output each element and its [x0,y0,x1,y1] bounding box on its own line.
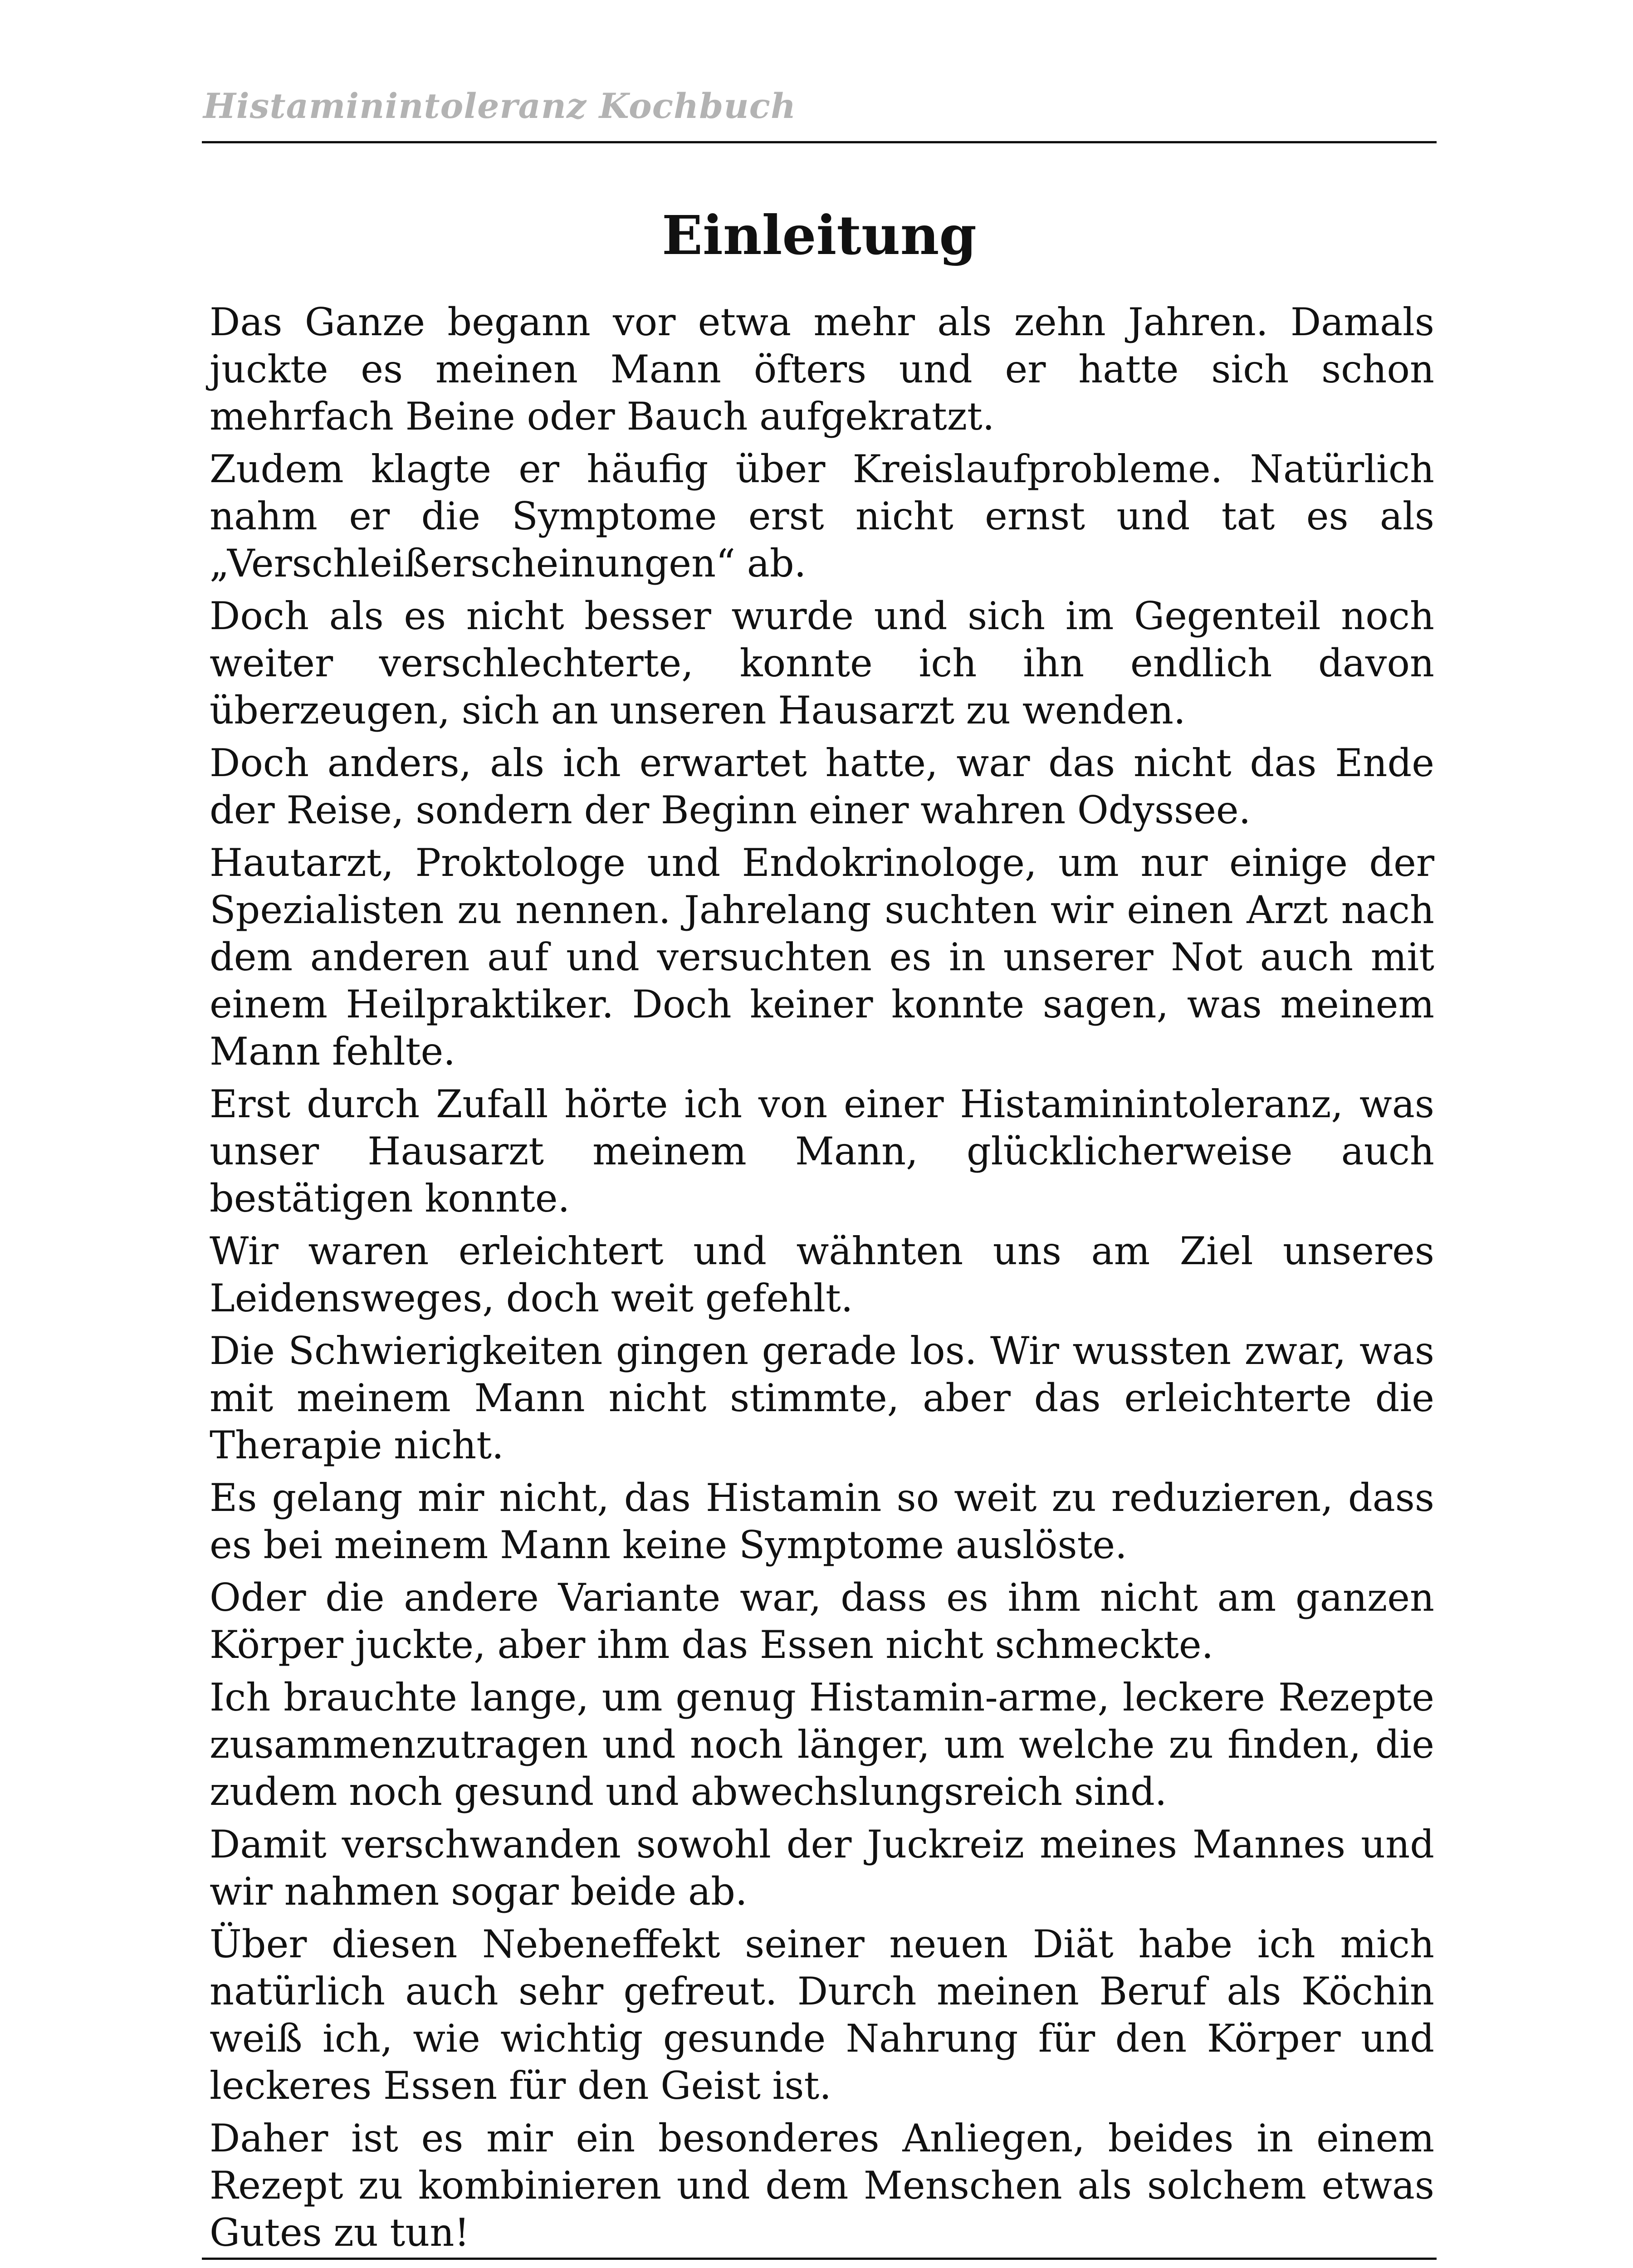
paragraph: Die Schwierigkeiten gingen gerade los. Wir wussten zwar, was mit meinem Mann nicht stimmte, aber das erleichterte die Therapie nicht. [210,1329,1434,1467]
paragraph: Über diesen Nebeneffekt seiner neuen Diät habe ich mich natürlich auch sehr gefreut. Durch meinen Beruf als Köchin weiß ich, wie wichtig gesunde Nahrung für den Körper und leckeres Essen für den Geist ist. [210,1922,1434,2108]
paragraph: Daher ist es mir ein besonderes Anliegen, beides in einem Rezept zu kombinieren und dem Menschen als solchem etwas Gutes zu tun! [210,2116,1434,2255]
paragraph: Erst durch Zufall hörte ich von einer Histaminintoleranz, was unser Hausarzt meinem Mann, glücklicherweise auch bestätigen konnte. [210,1082,1434,1221]
paragraph: Hautarzt, Proktologe und Endokrinologe, um nur einige der Spezialisten zu nennen. Jahrelang suchten wir einen Arzt nach dem anderen auf und versuchten es in unserer Not auch mit einem Heilpraktiker. Doch keiner konnte sagen, was meinem Mann fehlte. [210,841,1434,1074]
header-divider [202,141,1437,143]
running-header-title: Histaminintoleranz Kochbuch [203,86,797,126]
paragraph: Es gelang mir nicht, das Histamin so weit zu reduzieren, dass es bei meinem Mann keine Symptome auslöste. [210,1476,1434,1567]
chapter-body [210,298,1434,2262]
footer-divider [202,2258,1437,2260]
paragraph: Zudem klagte er häufig über Kreislaufprobleme. Natürlich nahm er die Symptome erst nicht ernst und tat es als „Verschleißerscheinungen“ ab. [210,447,1434,586]
paragraph: Doch anders, als ich erwartet hatte, war das nicht das Ende der Reise, sondern der Beginn einer wahren Odyssee. [210,741,1434,832]
paragraph: Oder die andere Variante war, dass es ihm nicht am ganzen Körper juckte, aber ihm das Essen nicht schmeckte. [210,1575,1434,1667]
paragraph: Ich brauchte lange, um genug Histamin-arme, leckere Rezepte zusammenzutragen und noch länger, um welche zu finden, die zudem noch gesund und abwechslungsreich sind. [210,1675,1434,1814]
paragraph: Wir waren erleichtert und wähnten uns am Ziel unseres Leidensweges, doch weit gefehlt. [210,1229,1434,1320]
paragraph: Damit verschwanden sowohl der Juckreiz meines Mannes und wir nahmen sogar beide ab. [210,1822,1434,1914]
chapter-title: Einleitung [662,204,977,267]
paragraph: Doch als es nicht besser wurde und sich im Gegenteil noch weiter verschlechterte, konnte ich ihn endlich davon überzeugen, sich an unseren Hausarzt zu wenden. [210,594,1434,733]
paragraph: Das Ganze begann vor etwa mehr als zehn Jahren. Damals juckte es meinen Mann öfters und er hatte sich schon mehrfach Beine oder Bauch aufgekratzt. [210,300,1434,439]
